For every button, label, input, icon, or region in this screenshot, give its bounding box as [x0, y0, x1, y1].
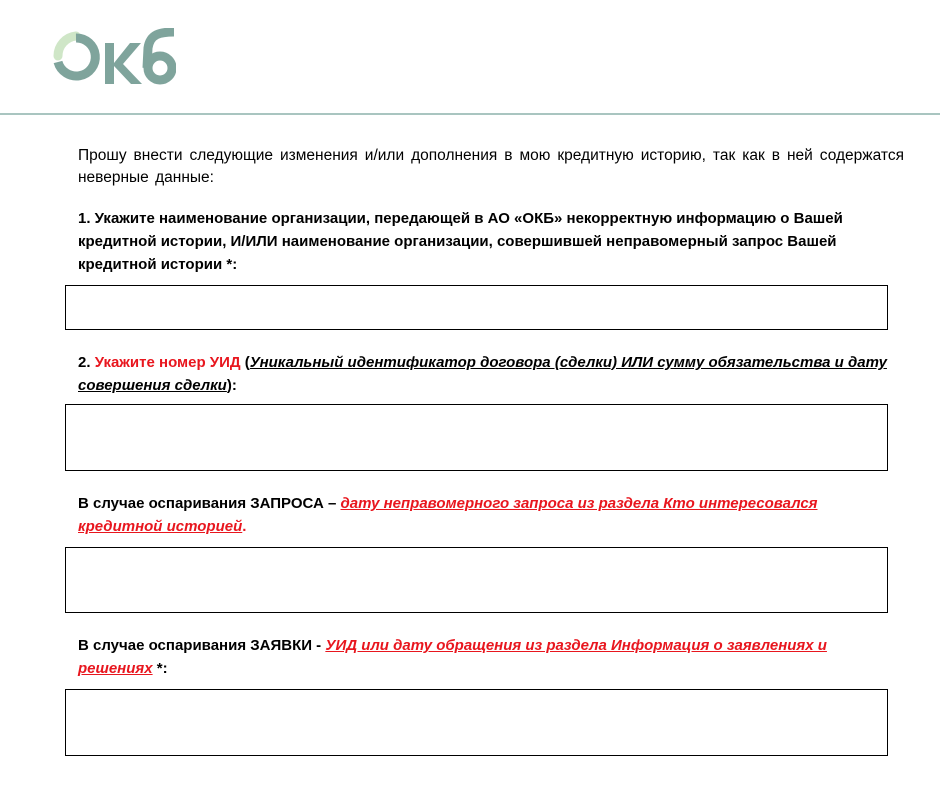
question-3-prefix: В случае оспаривания ЗАПРОСА –: [78, 495, 341, 512]
question-4-label: [78, 634, 904, 680]
question-2-number: 2.: [78, 354, 95, 371]
header-divider: [0, 113, 940, 115]
page-header: [0, 0, 940, 114]
question-3-input[interactable]: [66, 548, 887, 612]
question-1-field[interactable]: [65, 285, 888, 330]
question-4-prefix: В случае оспаривания ЗАЯВКИ -: [78, 637, 326, 654]
question-1-input[interactable]: [66, 286, 887, 329]
question-2-underlined-text: Уникальный идентификатор договора (сделки) ИЛИ сумму обязательства и дату совершения сделки: [78, 354, 887, 394]
question-3-field[interactable]: [65, 547, 888, 613]
question-3-label: [78, 492, 904, 538]
okb-logo: [50, 28, 176, 88]
question-4-field[interactable]: [65, 689, 888, 756]
question-2-paren-open: (: [244, 354, 250, 371]
question-2-label: [78, 351, 904, 397]
question-2-red-text: Укажите номер УИД: [94, 354, 241, 371]
question-2-paren-close: ):: [226, 377, 237, 394]
question-3-suffix: .: [242, 518, 247, 535]
question-4-red-text: УИД или дату обращения из раздела Информация о заявлениях и решениях: [78, 637, 827, 677]
question-4-suffix: *:: [152, 660, 168, 677]
question-1-label: 1. Укажите наименование организации, передающей в АО «ОКБ» некорректную информацию о Вашей кредитной истории, И/ИЛИ наименование организации, совершившей неправомерный запрос Вашей кредитной истории *:: [78, 210, 843, 273]
question-4-input[interactable]: [66, 690, 887, 755]
question-2-field[interactable]: [65, 404, 888, 471]
intro-text: Прошу внести следующие изменения и/или дополнения в мою кредитную историю, так как в ней содержатся неверные данные:: [78, 147, 904, 186]
question-2-input[interactable]: [66, 405, 887, 470]
question-3-red-text: дату неправомерного запроса из раздела Кто интересовался кредитной историей: [78, 495, 818, 535]
